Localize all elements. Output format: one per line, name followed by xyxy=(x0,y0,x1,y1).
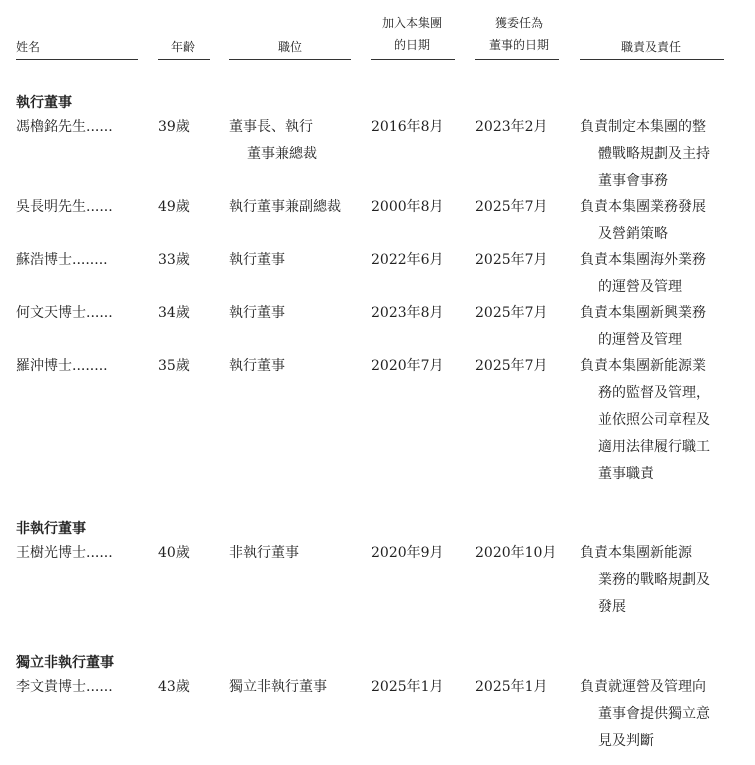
director-position: 獨立非執行董事 xyxy=(229,679,327,695)
section-independent-directors: 獨立非執行董事 xyxy=(16,655,114,671)
header-rule-appt xyxy=(475,59,559,60)
appointment-date: 2023年2月 xyxy=(475,119,548,135)
resp-line: 體戰略規劃及主持 xyxy=(598,146,710,162)
resp-line: 董事職責 xyxy=(598,466,654,482)
resp-line: 負責本集團海外業務 xyxy=(580,252,706,268)
header-rule-position xyxy=(229,59,351,60)
resp-line: 的運營及管理 xyxy=(598,279,682,295)
appointment-date: 2025年1月 xyxy=(475,679,548,695)
section-non-executive-directors: 非執行董事 xyxy=(16,521,86,537)
director-position: 執行董事 xyxy=(229,252,285,268)
resp-line: 董事會提供獨立意 xyxy=(598,706,710,722)
director-position xyxy=(229,114,317,168)
director-position: 執行董事 xyxy=(229,305,285,321)
resp-line: 負責本集團新能源 xyxy=(580,545,692,561)
resp-line: 董事會事務 xyxy=(598,173,668,189)
join-date: 2016年8月 xyxy=(371,119,444,135)
resp-line: 業務的戰略規劃及 xyxy=(598,572,710,588)
responsibilities xyxy=(580,353,710,488)
header-name: 姓名 xyxy=(16,40,41,54)
join-date: 2000年8月 xyxy=(371,199,444,215)
responsibilities xyxy=(580,674,710,755)
appointment-date: 2025年7月 xyxy=(475,305,548,321)
resp-line: 負責制定本集團的整 xyxy=(580,119,706,135)
director-age: 39歲 xyxy=(158,119,190,135)
join-date: 2020年7月 xyxy=(371,358,444,374)
resp-line: 負責本集團業務發展 xyxy=(580,199,706,215)
resp-line: 及營銷策略 xyxy=(598,226,668,242)
responsibilities xyxy=(580,247,706,301)
resp-line: 見及判斷 xyxy=(598,733,654,749)
responsibilities xyxy=(580,540,710,621)
header-position: 職位 xyxy=(278,40,303,54)
resp-line: 負責本集團新興業務 xyxy=(580,305,706,321)
director-age: 34歲 xyxy=(158,305,190,321)
position-line: 董事兼總裁 xyxy=(247,146,317,162)
director-name: 李文貴博士...... xyxy=(16,679,113,695)
appointment-date: 2025年7月 xyxy=(475,252,548,268)
appointment-date: 2025年7月 xyxy=(475,358,548,374)
join-date: 2023年8月 xyxy=(371,305,444,321)
director-position: 非執行董事 xyxy=(229,545,299,561)
resp-line: 負責本集團新能源業 xyxy=(580,358,706,374)
header-rule-join xyxy=(371,59,455,60)
header-rule-age xyxy=(158,59,210,60)
join-date: 2025年1月 xyxy=(371,679,444,695)
section-executive-directors: 執行董事 xyxy=(16,95,72,111)
header-join-line1: 加入本集團 xyxy=(382,16,443,30)
resp-line: 務的監督及管理， xyxy=(598,385,710,401)
header-appt-line1: 獲委任為 xyxy=(494,16,543,30)
header-join-line2: 的日期 xyxy=(393,38,430,52)
director-name: 吳長明先生...... xyxy=(16,199,113,215)
director-age: 43歲 xyxy=(158,679,190,695)
resp-line: 負責就運營及管理向 xyxy=(580,679,706,695)
responsibilities xyxy=(580,114,710,195)
position-line: 董事長、執行 xyxy=(229,119,313,135)
director-name: 何文天博士...... xyxy=(16,305,113,321)
director-age: 49歲 xyxy=(158,199,190,215)
resp-line: 適用法律履行職工 xyxy=(598,439,710,455)
header-join-date xyxy=(382,12,442,56)
director-name: 馮櫓銘先生...... xyxy=(16,119,113,135)
header-appointment-date xyxy=(486,12,552,56)
responsibilities xyxy=(580,300,706,354)
director-age: 33歲 xyxy=(158,252,190,268)
header-appt-line2: 董事的日期 xyxy=(488,38,549,52)
join-date: 2020年9月 xyxy=(371,545,444,561)
director-name: 王樹光博士...... xyxy=(16,545,113,561)
appointment-date: 2025年7月 xyxy=(475,199,548,215)
join-date: 2022年6月 xyxy=(371,252,444,268)
appointment-date: 2020年10月 xyxy=(475,545,557,561)
director-age: 40歲 xyxy=(158,545,190,561)
responsibilities xyxy=(580,194,706,248)
resp-line: 並依照公司章程及 xyxy=(598,412,710,428)
director-age: 35歲 xyxy=(158,358,190,374)
header-responsibilities: 職責及責任 xyxy=(621,40,682,54)
director-position: 執行董事兼副總裁 xyxy=(229,199,341,215)
director-name: 蘇浩博士........ xyxy=(16,252,108,268)
resp-line: 的運營及管理 xyxy=(598,332,682,348)
director-name: 羅沖博士........ xyxy=(16,358,108,374)
header-rule-name xyxy=(16,59,138,60)
resp-line: 發展 xyxy=(598,599,626,615)
header-rule-resp xyxy=(580,59,724,60)
header-age: 年齡 xyxy=(171,40,196,54)
director-position: 執行董事 xyxy=(229,358,285,374)
